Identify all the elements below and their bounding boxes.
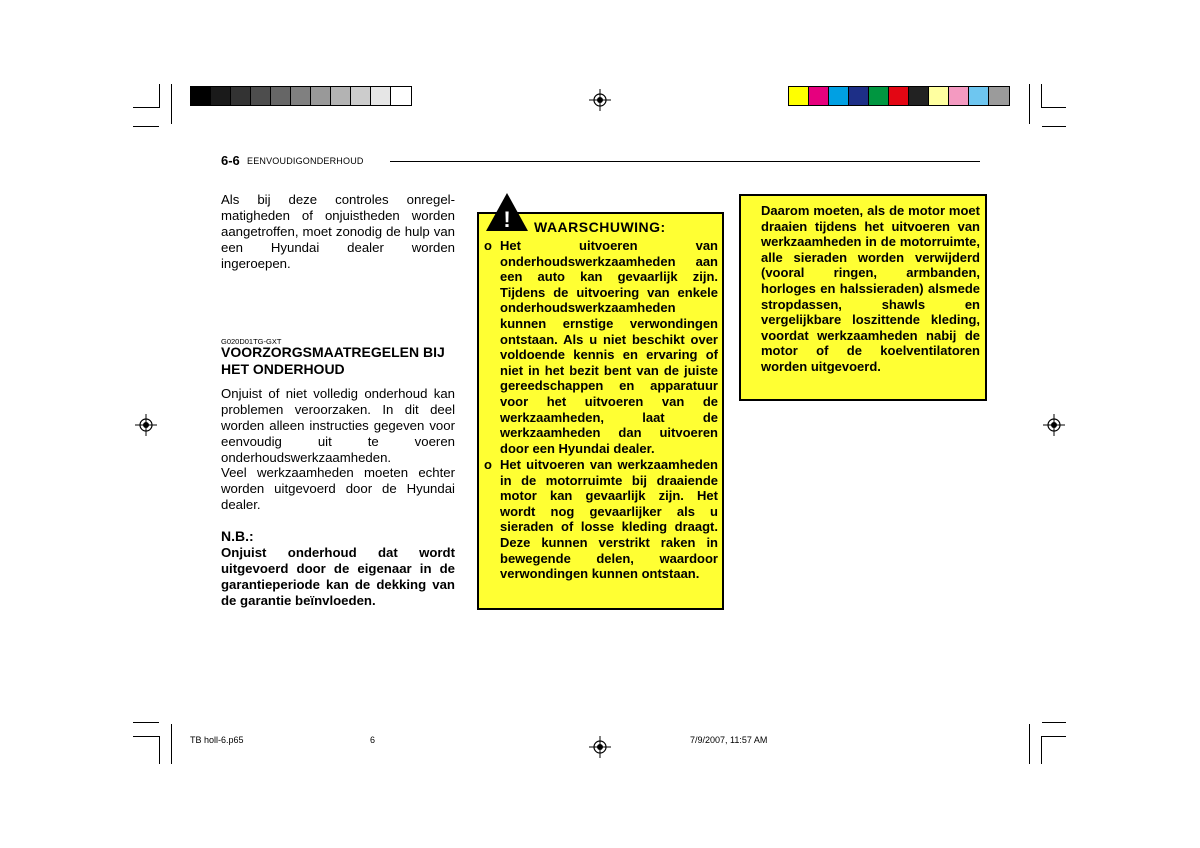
color-swatch — [889, 87, 909, 105]
color-swatch — [829, 87, 849, 105]
section-heading: VOORZORGSMAATREGELEN BIJ HET ONDERHOUD — [221, 344, 445, 377]
color-swatch — [989, 87, 1009, 105]
crop-mark — [133, 722, 159, 723]
color-swatch — [191, 87, 211, 105]
warning-item-text: Het uitvoeren van onderhoudswerkzaamheden aan een auto kan gevaarlijk zijn. Tijdens de uitvoering van enkele onderhoudswerkzaamheden kunnen ernstige verwondingen ontstaan. Als u niet beschikt over voldoende kennis en ervaring of niet in het bezit bent van de juiste gereedschappen en apparatuur voor het uitvoeren van de werkzaamheden, laat de werkzaamheden dan uitvoeren door een Hyundai dealer. — [500, 238, 718, 456]
section-title: EENVOUDIGONDERHOUD — [247, 156, 364, 166]
registration-target-icon — [589, 736, 611, 758]
crop-mark — [133, 126, 159, 127]
note-label: N.B.: — [221, 528, 254, 544]
svg-text:!: ! — [503, 207, 511, 232]
body-paragraph: Onjuist of niet volledig onderhoud kan problemen veroorzaken. In dit deel worden alleen instructies gegeven voor eenvoudig uit te voeren onderhoudswerkzaamheden. — [221, 386, 455, 465]
color-swatch — [969, 87, 989, 105]
crop-mark — [1029, 84, 1030, 124]
color-swatch — [809, 87, 829, 105]
warning-continuation-text: Daarom moeten, als de motor moet draaien tijdens het uitvoeren van werkzaamheden in de motorruimte, alle sieraden worden verwijderd (vooral ringen, armbanden, horloges en halssieraden) alsmede stropdassen, shawls en vergelijkbare loszittende kleding, voordat werkzaamheden nabij de motor of de koelventilatoren worden uitgevoerd. — [761, 203, 980, 374]
color-swatch — [949, 87, 969, 105]
footer-filename: TB holl-6.p65 — [190, 735, 244, 745]
bullet-icon: o — [484, 457, 492, 472]
color-swatch — [371, 87, 391, 105]
registration-target-icon — [1043, 414, 1065, 436]
crop-mark — [171, 724, 172, 764]
color-swatch — [909, 87, 929, 105]
crop-mark — [1041, 84, 1042, 108]
crop-mark — [133, 736, 159, 737]
crop-mark — [159, 736, 160, 764]
bullet-icon: o — [484, 238, 492, 253]
warning-item-text: Het uitvoeren van werkzaamheden in de motorruimte bij draaiende motor kan gevaarlijk zijn. Het wordt nog gevaarlijker als u sieraden of losse kleding draagt. Deze kunnen verstrikt raken in bewegende delen, waardoor verwondingen kunnen ontstaan. — [500, 457, 718, 582]
crop-mark — [159, 84, 160, 108]
body-paragraph: Veel werkzaamheden moeten echter worden uitgevoerd door de Hyundai dealer. — [221, 465, 455, 512]
color-swatch — [311, 87, 331, 105]
color-swatch — [849, 87, 869, 105]
process-color-bar — [788, 86, 1010, 106]
color-swatch — [869, 87, 889, 105]
grayscale-color-bar — [190, 86, 412, 106]
section-code: G020D01TG-GXT — [221, 337, 282, 346]
warning-title: WAARSCHUWING: — [534, 219, 666, 235]
registration-target-icon — [135, 414, 157, 436]
footer-datetime: 7/9/2007, 11:57 AM — [690, 735, 768, 745]
color-swatch — [391, 87, 411, 105]
crop-mark — [1042, 736, 1066, 737]
crop-mark — [133, 107, 159, 108]
intro-paragraph: Als bij deze controles onregel-matigheden of onjuistheden worden aangetroffen, moet zonodig de hulp van een Hyundai dealer worden ingeroepen. — [221, 192, 455, 271]
crop-mark — [171, 84, 172, 124]
color-swatch — [231, 87, 251, 105]
crop-mark — [1029, 724, 1030, 764]
page-number: 6-6 — [221, 153, 240, 168]
crop-mark — [1042, 126, 1066, 127]
crop-mark — [1042, 107, 1066, 108]
registration-target-icon — [589, 89, 611, 111]
crop-mark — [1041, 736, 1042, 764]
color-swatch — [789, 87, 809, 105]
color-swatch — [331, 87, 351, 105]
crop-mark — [1042, 722, 1066, 723]
header-rule — [390, 161, 980, 162]
color-swatch — [351, 87, 371, 105]
note-text: Onjuist onderhoud dat wordt uitgevoerd door de eigenaar in de garantieperiode kan de dekking van de garantie beïnvloeden. — [221, 545, 455, 608]
color-swatch — [211, 87, 231, 105]
color-swatch — [251, 87, 271, 105]
color-swatch — [291, 87, 311, 105]
footer-page: 6 — [370, 735, 376, 745]
warning-item — [484, 238, 718, 456]
warning-triangle-icon — [485, 192, 529, 232]
warning-item — [484, 457, 718, 582]
color-swatch — [271, 87, 291, 105]
color-swatch — [929, 87, 949, 105]
